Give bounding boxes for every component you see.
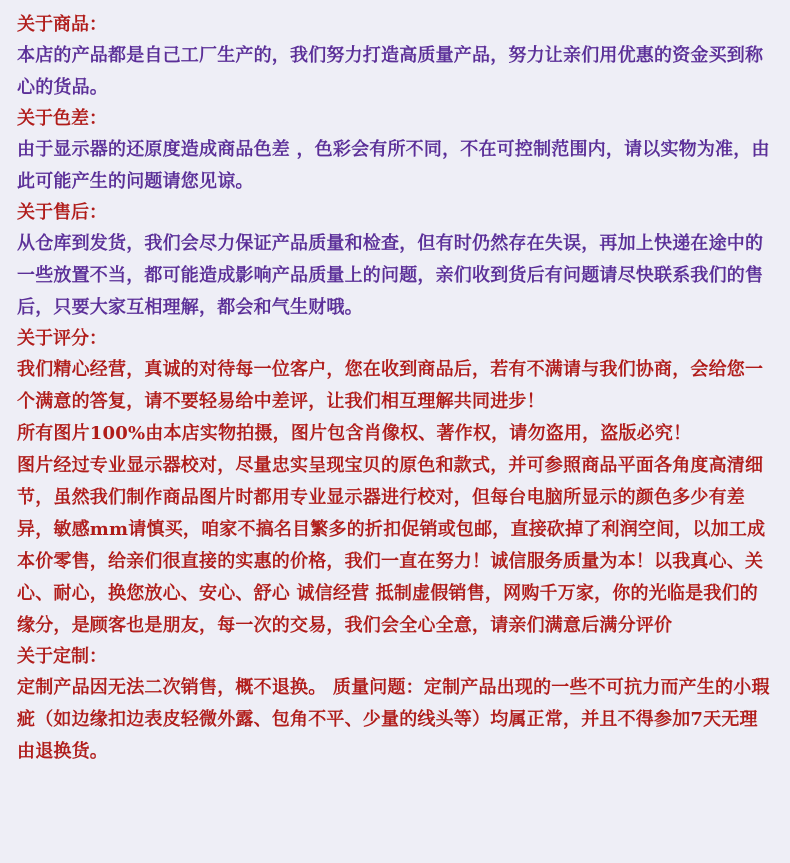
section-text-rating-2: 所有图片100%由本店实物拍摄，图片包含肖像权、著作权，请勿盗用，盗版必究！ <box>17 423 692 444</box>
section-about-custom <box>17 642 774 768</box>
section-about-aftersales <box>17 198 774 324</box>
section-about-rating <box>17 324 774 642</box>
section-about-product <box>17 10 774 104</box>
section-text-rating-1: 我们精心经营，真诚的对待每一位客户，您在收到商品后，若有不满请与我们协商，会给您一个满意的答复，请不要轻易给中差评，让我们相互理解共同进步！ <box>17 359 764 412</box>
section-title-product: 关于商品： <box>17 14 107 35</box>
section-title-custom: 关于定制： <box>17 646 107 667</box>
section-title-color: 关于色差： <box>17 108 107 129</box>
section-text-color: 由于显示器的还原度造成商品色差 ，色彩会有所不同，不在可控制范围内，请以实物为准，由此可能产生的问题请您见谅。 <box>17 139 770 192</box>
section-text-custom: 定制产品因无法二次销售，概不退换。 质量问题：定制产品出现的一些不可抗力而产生的小瑕疵（如边缘扣边表皮轻微外露、包角不平、少量的线头等）均属正常，并且不得参加7天无理由退换货。 <box>17 677 770 762</box>
section-title-rating: 关于评分： <box>17 328 107 349</box>
section-text-rating-3: 图片经过专业显示器校对，尽量忠实呈现宝贝的原色和款式，并可参照商品平面各角度高清细节，虽然我们制作商品图片时都用专业显示器进行校对，但每台电脑所显示的颜色多少有差异，敏感mm请慎买，咱家不搞名目繁多的折扣促销或包邮，直接砍掉了利润空间，以加工成本价零售，给亲们很直接的实惠的价格，我们一直在努力！诚信服务质量为本！以我真心、关心、耐心，换您放心、安心、舒心 诚信经营 抵制虚假销售，网购千万家，你的光临是我们的缘分，是顾客也是朋友，每一次的交易，我们会全心全意，请亲们满意后满分评价 <box>17 455 766 636</box>
section-title-aftersales: 关于售后： <box>17 202 107 223</box>
section-text-aftersales: 从仓库到发货，我们会尽力保证产品质量和检查，但有时仍然存在失误，再加上快递在途中的一些放置不当，都可能造成影响产品质量上的问题，亲们收到货后有问题请尽快联系我们的售后，只要大家互相理解，都会和气生财哦。 <box>17 233 764 318</box>
section-text-product: 本店的产品都是自己工厂生产的，我们努力打造高质量产品，努力让亲们用优惠的资金买到称心的货品。 <box>17 45 764 98</box>
section-about-color <box>17 104 774 198</box>
